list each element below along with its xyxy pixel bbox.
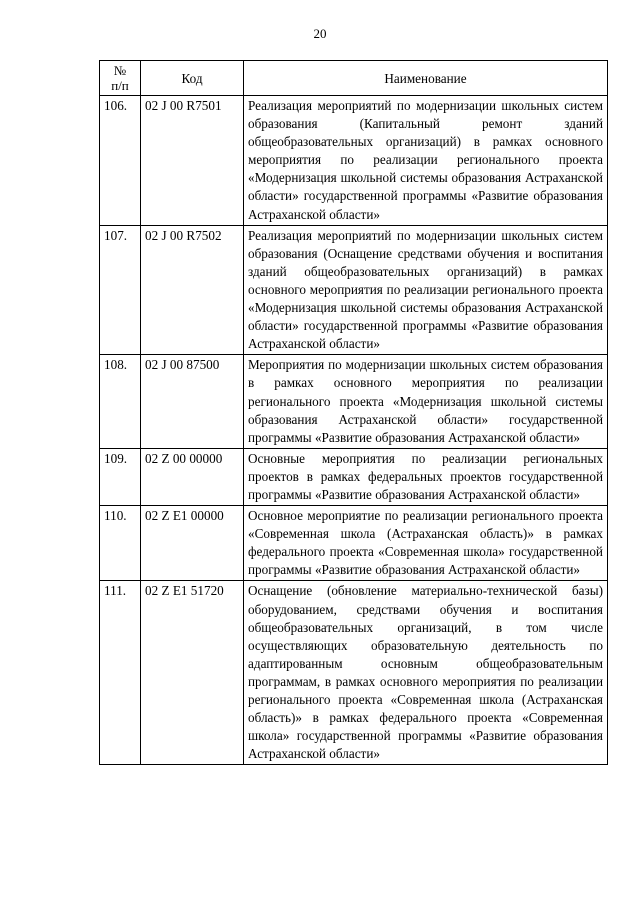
- table-row: [100, 448, 608, 505]
- row-number: 106.: [100, 96, 141, 226]
- header-code: Код: [141, 61, 244, 96]
- row-name: Мероприятия по модернизации школьных систем образования в рамках основного мероприятия по реализации регионального проекта «Модернизация школьной системы образования Астраханской области» государственной программы «Развитие образования Астраханской области»: [244, 355, 608, 448]
- table-row: [100, 506, 608, 581]
- table-header-row: [100, 61, 608, 96]
- header-name: Наименование: [244, 61, 608, 96]
- row-code: 02 Z 00 00000: [141, 448, 244, 505]
- row-code: 02 Z E1 00000: [141, 506, 244, 581]
- row-number: 108.: [100, 355, 141, 448]
- table-row: [100, 225, 608, 355]
- page-number: 20: [313, 26, 327, 41]
- header-number-abbr: п/п: [111, 78, 129, 93]
- row-code: 02 J 00 R7502: [141, 225, 244, 355]
- row-name: Реализация мероприятий по модернизации школьных систем образования (Капитальный ремонт зданий общеобразовательных организаций) в рамках основного мероприятия по реализации регионального проекта «Модернизация школьной системы образования Астраханской области» государственной программы «Развитие образования Астраханской области»: [244, 96, 608, 226]
- row-name: Основное мероприятие по реализации регионального проекта «Современная школа (Астраханская область)» в рамках федерального проекта «Современная школа» государственной программы «Развитие образования Астраханской области»: [244, 506, 608, 581]
- row-name: Основные мероприятия по реализации региональных проектов в рамках федеральных проектов государственной программы «Развитие образования Астраханской области»: [244, 448, 608, 505]
- budget-codes-table: [99, 60, 608, 765]
- table-row: [100, 355, 608, 448]
- row-name: Оснащение (обновление материально-технической базы) оборудованием, средствами обучения и воспитания общеобразовательных организаций, в том числе осуществляющих образовательную деятельность по адаптированным основным общеобразовательным программам, в рамках основного мероприятия по реализации регионального проекта «Современная школа (Астраханская область)» в рамках федерального проекта «Современная школа» государственной программы «Развитие образования Астраханской области»: [244, 581, 608, 765]
- row-code: 02 J 00 R7501: [141, 96, 244, 226]
- row-code: 02 Z E1 51720: [141, 581, 244, 765]
- table-row: [100, 581, 608, 765]
- row-number: 111.: [100, 581, 141, 765]
- row-number: 110.: [100, 506, 141, 581]
- row-number: 107.: [100, 225, 141, 355]
- row-number: 109.: [100, 448, 141, 505]
- row-name: Реализация мероприятий по модернизации школьных систем образования (Оснащение средствами обучения и воспитания зданий общеобразовательных организаций) в рамках основного мероприятия по реализации регионального проекта «Модернизация школьной системы образования Астраханской области» государственной программы «Развитие образования Астраханской области»: [244, 225, 608, 355]
- header-number: [100, 61, 141, 96]
- row-code: 02 J 00 87500: [141, 355, 244, 448]
- header-number-symbol: №: [113, 63, 127, 78]
- table-row: [100, 96, 608, 226]
